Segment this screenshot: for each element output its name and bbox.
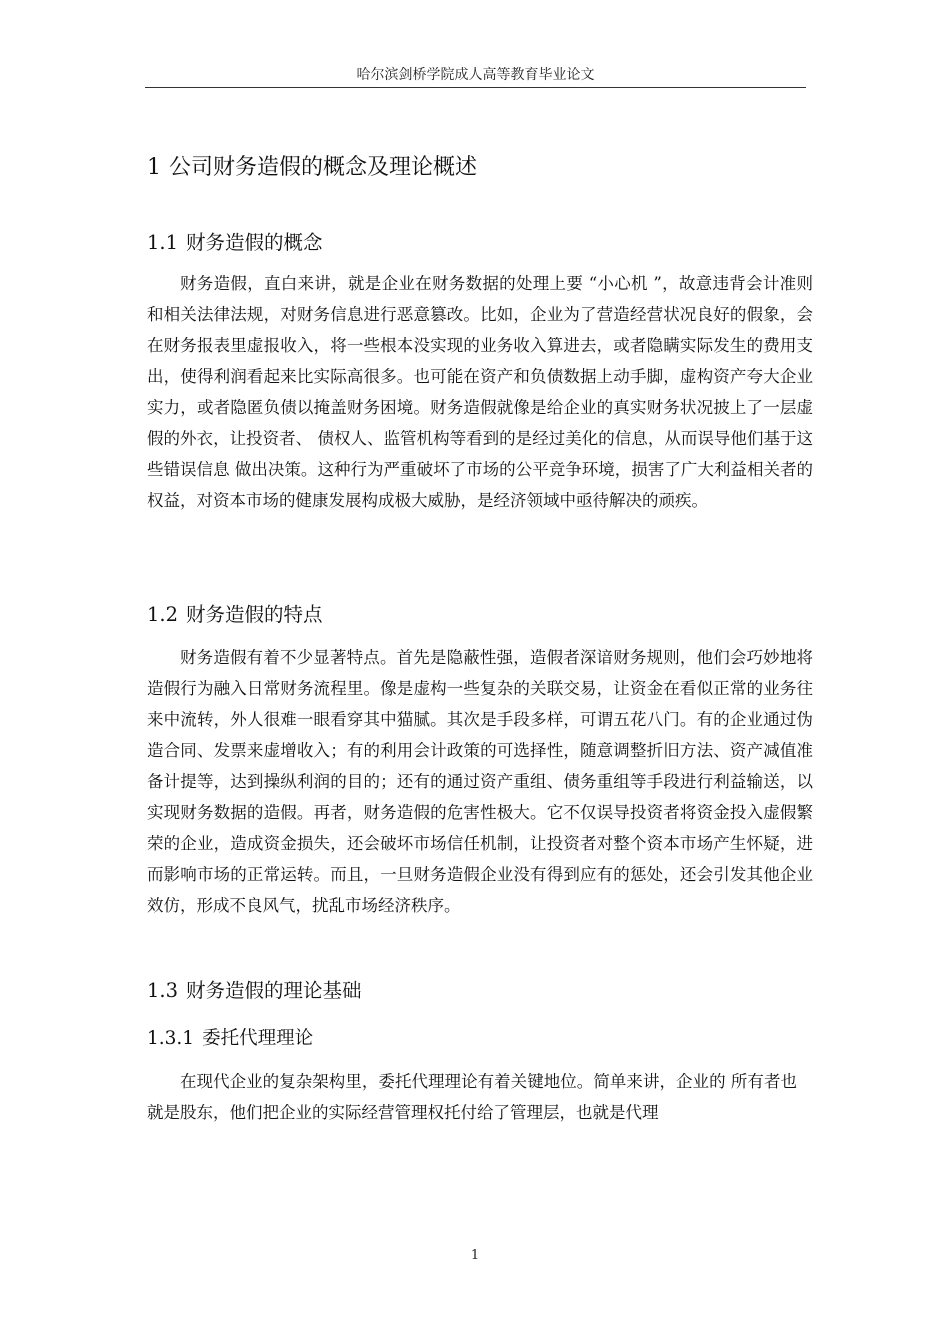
page-number: 1 xyxy=(470,1248,480,1263)
header-divider xyxy=(145,87,806,88)
page-header: 哈尔滨剑桥学院成人高等教育毕业论文 xyxy=(356,67,595,83)
subsection-title: 委托代理理论 xyxy=(202,1028,314,1049)
section-heading-1-2 xyxy=(147,599,323,627)
section-number: 1.3 xyxy=(147,979,179,1002)
section-heading-1-3 xyxy=(147,975,362,1003)
section-number: 1.1 xyxy=(147,231,179,254)
chapter-number: 1 xyxy=(147,155,161,180)
chapter-heading xyxy=(147,150,477,181)
section-title: 财务造假的概念 xyxy=(186,231,323,254)
paragraph-1-3-1: 在现代企业的复杂架构里，委托代理理论有着关键地位。简单来讲，企业的 所有者也就是股东，他们把企业的实际经营管理权托付给了管理层，也就是代理 xyxy=(147,1072,797,1122)
subsection-heading-1-3-1 xyxy=(147,1024,313,1050)
section-title: 财务造假的理论基础 xyxy=(186,979,362,1002)
subsection-number: 1.3.1 xyxy=(147,1028,195,1049)
section-title: 财务造假的特点 xyxy=(186,603,323,626)
section-number: 1.2 xyxy=(147,603,179,626)
paragraph-1-2: 财务造假有着不少显著特点。首先是隐蔽性强，造假者深谙财务规则，他们会巧妙地将造假行为融入日常财务流程里。像是虚构一些复杂的关联交易，让资金在看似正常的业务往来中流转，外人很难一眼看穿其中猫腻。其次是手段多样，可谓五花八门。有的企业通过伪造合同、发票来虚增收入；有的利用会计政策的可选择性，随意调整折旧方法、资产减值准备计提等，达到操纵利润的目的；还有的通过资产重组、债务重组等手段进行利益输送，以实现财务数据的造假。再者，财务造假的危害性极大。它不仅误导投资者将资金投入虚假繁荣的企业，造成资金损失，还会破坏市场信任机制，让投资者对整个资本市场产生怀疑，进而影响市场的正常运转。而且，一旦财务造假企业没有得到应有的惩处，还会引发其他企业效仿，形成不良风气，扰乱市场经济秩序。 xyxy=(147,648,813,915)
paragraph-1-1: 财务造假，直白来讲，就是企业在财务数据的处理上要 “小心机 ”，故意违背会计准则和相关法律法规，对财务信息进行恶意篡改。比如，企业为了营造经营状况良好的假象，会在财务报表里虚报收入，将一些根本没实现的业务收入算进去，或者隐瞒实际发生的费用支出，使得利润看起来比实际高很多。也可能在资产和负债数据上动手脚，虚构资产夸大企业实力，或者隐匿负债以掩盖财务困境。财务造假就像是给企业的真实财务状况披上了一层虚假的外衣，让投资者、 债权人、监管机构等看到的是经过美化的信息，从而误导他们基于这些错误信息 做出决策。这种行为严重破坏了市场的公平竞争环境，损害了广大利益相关者的 权益，对资本市场的健康发展构成极大威胁，是经济领域中亟待解决的顽疾。 xyxy=(147,274,813,510)
chapter-title: 公司财务造假的概念及理论概述 xyxy=(169,155,478,180)
section-heading-1-1 xyxy=(147,227,323,255)
